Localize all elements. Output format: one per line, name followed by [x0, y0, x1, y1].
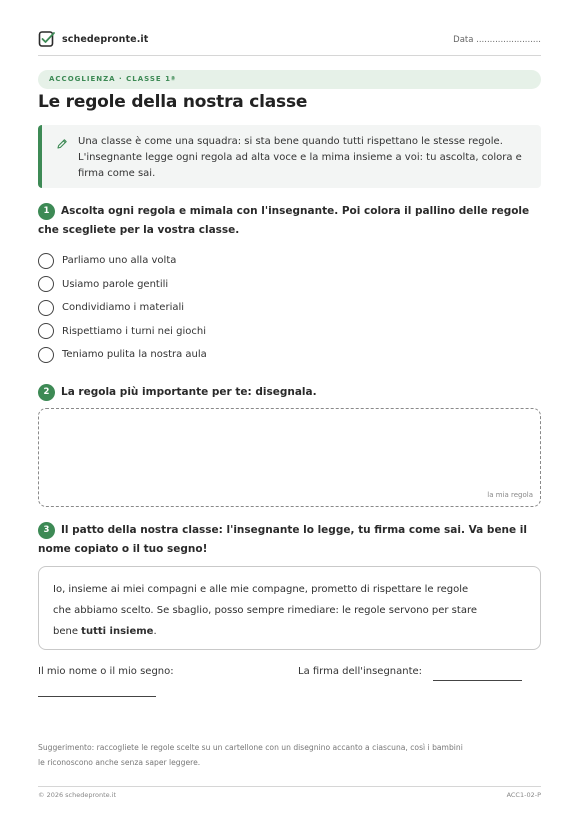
- color-circle[interactable]: [38, 253, 54, 269]
- footer-copyright: © 2026 schedepronte.it: [38, 791, 117, 799]
- rules-list: [38, 249, 207, 367]
- checkbox-icon: [38, 30, 56, 48]
- list-item: [38, 343, 207, 367]
- question-3: [38, 521, 541, 559]
- question-text: La regola più importante per te: disegnala.: [61, 386, 317, 398]
- section-tag: ACCOGLIENZA · CLASSE 1ª: [38, 70, 541, 89]
- intro-box: [38, 125, 541, 188]
- brand-name: schedepronte.it: [62, 33, 149, 45]
- rule-label: Parliamo uno alla volta: [62, 255, 177, 267]
- student-signature-line[interactable]: [38, 696, 156, 697]
- pencil-icon: [56, 138, 68, 150]
- rule-label: Usiamo parole gentili: [62, 278, 169, 290]
- teacher-signature-label: La firma dell'insegnante:: [298, 666, 423, 677]
- pact-box: [38, 566, 541, 650]
- brand: [38, 30, 148, 48]
- student-signature-label: Il mio nome o il mio segno:: [38, 666, 174, 677]
- question-1: [38, 202, 541, 240]
- list-item: [38, 249, 207, 273]
- pact-emphasis: tutti insieme: [81, 626, 154, 637]
- pact-text: bene: [53, 626, 82, 637]
- pact-text: .: [153, 626, 157, 637]
- rule-label: Rispettiamo i turni nei giochi: [62, 325, 206, 337]
- color-circle[interactable]: [38, 323, 54, 339]
- color-circle[interactable]: [38, 347, 54, 363]
- question-text: Ascolta ogni regola e mimala con l'insegnante. Poi colora il pallino delle regole: [61, 205, 530, 217]
- list-item: [38, 320, 207, 344]
- page-footer: [38, 786, 541, 799]
- pact-line: Io, insieme ai miei compagni e alle mie compagne, prometto di rispettare le regole: [53, 584, 469, 595]
- rule-label: Teniamo pulita la nostra aula: [62, 349, 207, 361]
- question-number: 1: [38, 203, 55, 220]
- question-text: che scegliete per la vostra classe.: [38, 224, 240, 236]
- list-item: [38, 296, 207, 320]
- rule-label: Condividiamo i materiali: [62, 302, 185, 314]
- teacher-signature-line[interactable]: [433, 680, 522, 681]
- footer-code: ACC1-02-P: [506, 791, 541, 799]
- question-2: [38, 383, 541, 402]
- tip-line: Suggerimento: raccogliete le regole scelte su un cartellone con un disegnino accanto a ciascuna, così i bambini: [38, 743, 463, 752]
- intro-line: Una classe è come una squadra: si sta bene quando tutti rispettano le stesse regole.: [78, 136, 503, 147]
- list-item: [38, 273, 207, 297]
- intro-line: firma come sai.: [78, 168, 156, 179]
- tip-text: [38, 740, 541, 770]
- intro-line: L'insegnante legge ogni regola ad alta voce e la mima insieme a voi: tu ascolta, colora e: [78, 152, 522, 163]
- pact-line: [53, 621, 526, 642]
- color-circle[interactable]: [38, 276, 54, 292]
- date-field: Data ........................: [453, 35, 541, 45]
- drawing-area[interactable]: [38, 408, 541, 507]
- question-text: Il patto della nostra classe: l'insegnante lo legge, tu firma come sai. Va bene il: [61, 524, 528, 536]
- question-number: 3: [38, 522, 55, 539]
- intro-text: [78, 134, 527, 182]
- page-header: [38, 28, 541, 56]
- question-number: 2: [38, 384, 55, 401]
- page-title: Le regole della nostra classe: [38, 92, 308, 112]
- tip-line: le riconoscono anche senza saper leggere.: [38, 758, 201, 767]
- color-circle[interactable]: [38, 300, 54, 316]
- question-text: nome copiato o il tuo segno!: [38, 543, 208, 555]
- drawing-caption: la mia regola: [487, 491, 533, 499]
- pact-line: che abbiamo scelto. Se sbaglio, posso sempre rimediare: le regole servono per stare: [53, 605, 477, 616]
